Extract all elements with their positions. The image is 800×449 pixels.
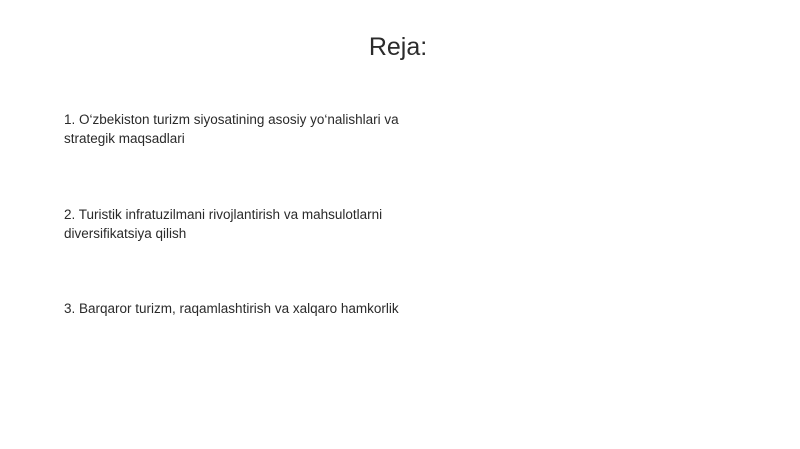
plan-item-1: 1. O‘zbekiston turizm siyosatining asosiy yo‘nalishlari va strategik maqsadlari bbox=[64, 112, 399, 146]
plan-item-3: 3. Barqaror turizm, raqamlashtirish va xalqaro hamkorlik bbox=[64, 301, 399, 316]
slide-title: Reja: bbox=[368, 33, 428, 61]
plan-item-2: 2. Turistik infratuzilmani rivojlantirish va mahsulotlarni diversifikatsiya qilish bbox=[64, 207, 383, 241]
